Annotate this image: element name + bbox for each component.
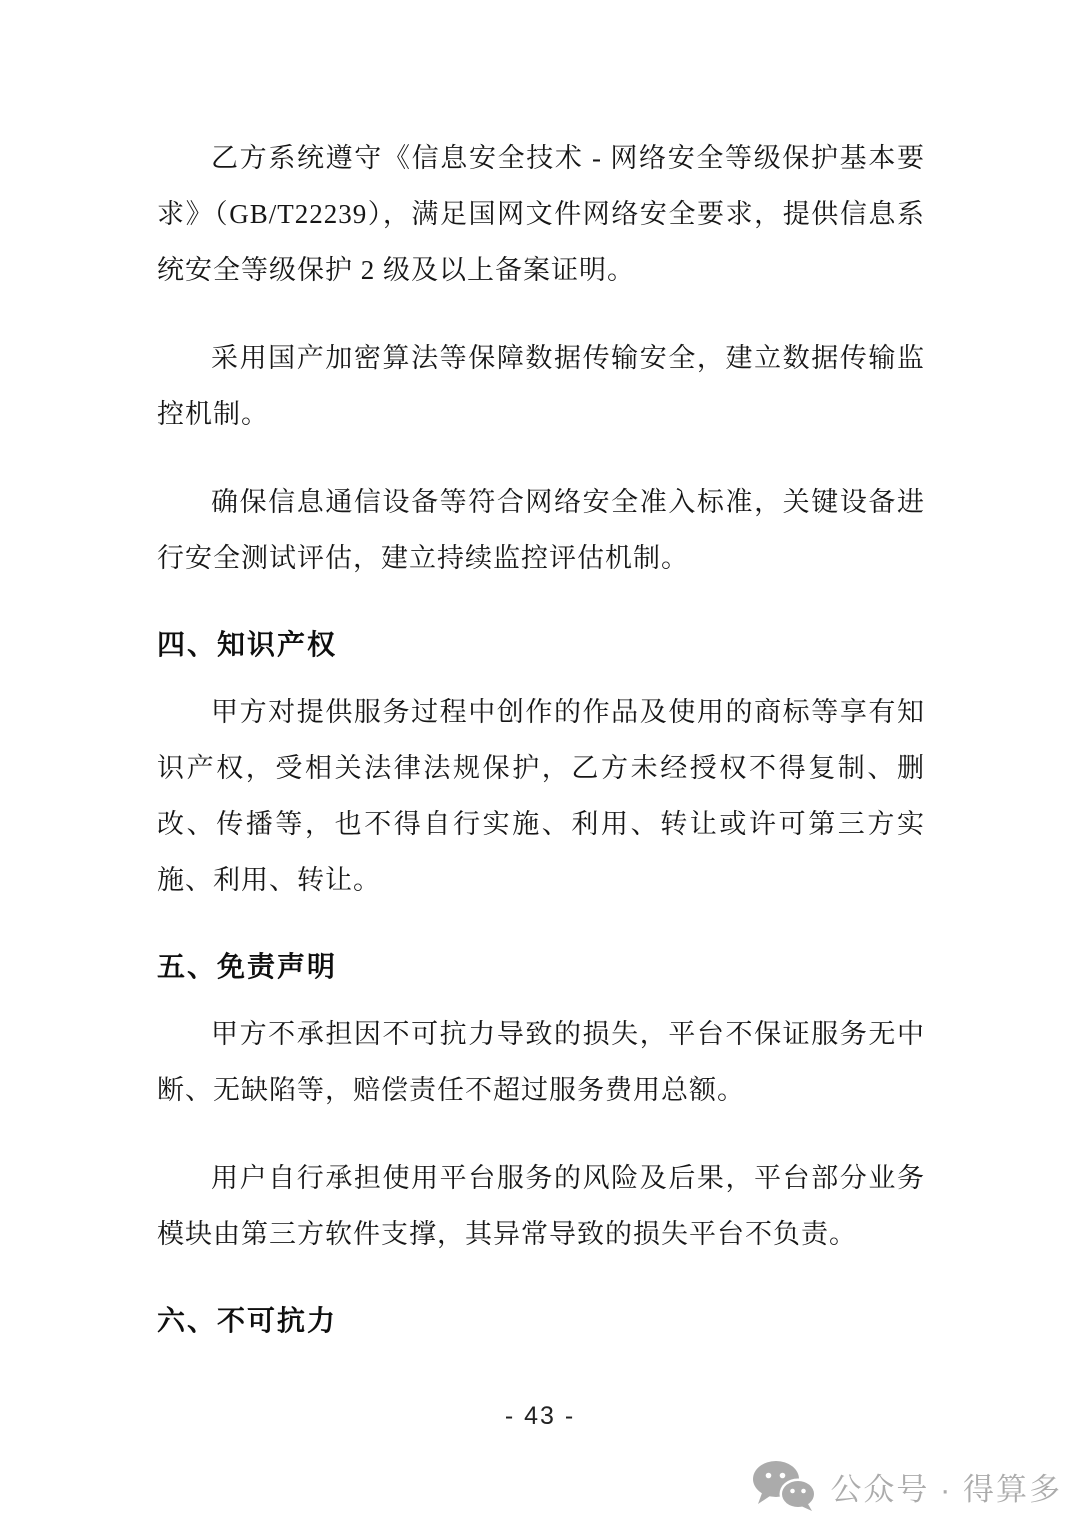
paragraph-ip-rights: 甲方对提供服务过程中创作的作品及使用的商标等享有知识产权，受相关法律法规保护，乙方未经授权不得复制、删改、传播等，也不得自行实施、利用、转让或许可第三方实施、利用、转让。 (157, 697, 925, 895)
paragraph-disclaimer-user-risk: 用户自行承担使用平台服务的风险及后果，平台部分业务模块由第三方软件支撑，其异常导致的损失平台不负责。 (157, 1163, 925, 1249)
heading-intellectual-property: 四、知识产权 (157, 630, 338, 661)
paragraph-encryption-monitoring: 采用国产加密算法等保障数据传输安全，建立数据传输监控机制。 (157, 343, 925, 429)
wechat-icon (752, 1460, 818, 1512)
heading-force-majeure: 六、不可抗力 (157, 1306, 338, 1337)
paragraph-security-compliance: 乙方系统遵守《信息安全技术 - 网络安全等级保护基本要求》（GB/T22239），满足国网文件网络安全要求，提供信息系统安全等级保护 2 级及以上备案证明。 (157, 143, 925, 285)
watermark (752, 1460, 1062, 1512)
page-number: - 43 - (504, 1402, 576, 1430)
heading-disclaimer: 五、免责声明 (157, 952, 338, 983)
watermark-text: 公众号 · 得算多 (830, 1471, 1062, 1507)
document-body (157, 130, 925, 1360)
paragraph-equipment-standards: 确保信息通信设备等符合网络安全准入标准，关键设备进行安全测试评估，建立持续监控评估机制。 (157, 487, 925, 573)
paragraph-disclaimer-liability: 甲方不承担因不可抗力导致的损失，平台不保证服务无中断、无缺陷等，赔偿责任不超过服务费用总额。 (157, 1019, 925, 1105)
